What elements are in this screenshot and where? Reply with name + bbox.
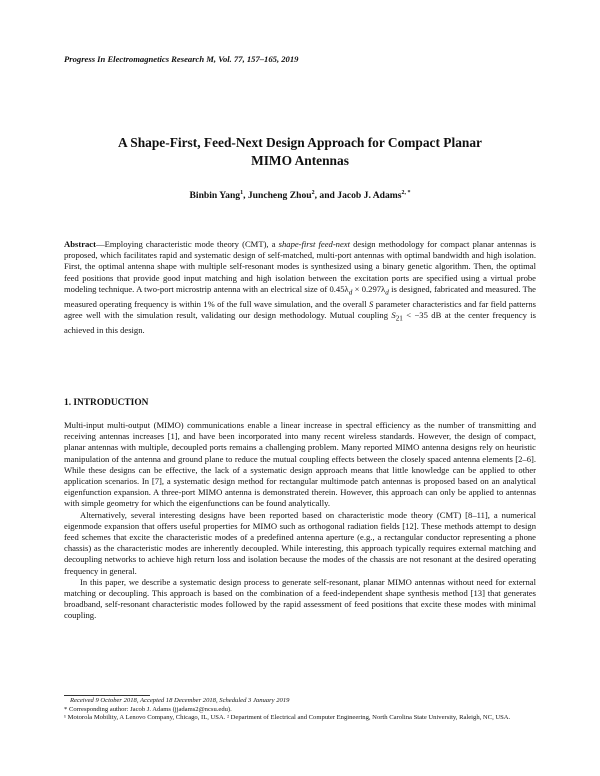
abstract-symbol: S: [391, 309, 396, 320]
author-separator: ,: [243, 190, 248, 202]
title-line-2: MIMO Antennas: [251, 153, 349, 168]
author-1: Binbin Yang: [189, 190, 241, 202]
journal-header: Progress In Electromagnetics Research M, Vol. 77, 157–165, 2019: [64, 54, 299, 64]
abstract-text: design methodology for compact planar antennas is proposed, which facilitates rapid and systematic design of self-matched, multi-port antennas with optimal bandwidth and high isolation. First, the optimal antenna shape with multiple self-resonant modes is synthesized using a binary genetic algorithm. Then, the optimal feed positions that provide good input matching and high isolation between the excitation ports are specified using a virtual probe modeling technique. A two-port microstrip antenna with an electrical size of 0.45λ: [64, 239, 536, 294]
abstract-text: parameter characteristics and far field patterns agree well with the simulation result, validating our design methodology. Mutual coupling: [64, 298, 536, 320]
abstract-emphasis: shape-first feed-next: [278, 239, 350, 249]
abstract-text: —Employing characteristic mode theory (CMT), a: [95, 239, 279, 249]
section-heading: 1. INTRODUCTION: [64, 398, 149, 408]
author-3-affil: 2, *: [401, 190, 411, 196]
author-list: [64, 190, 536, 201]
abstract-subscript: d: [385, 288, 389, 297]
abstract-text: < −35 dB at the center frequency is achieved in this design.: [64, 309, 536, 335]
author-separator: , and: [314, 190, 338, 202]
abstract-subscript: d: [348, 288, 353, 297]
abstract-text: × 0.297λ: [352, 283, 386, 294]
paragraph-2: Alternatively, several interesting designs have been reported based on characteristic mode theory (CMT) [8–11], a numerical eigenmode expansion that offers useful properties for MIMO such as orthogonal radiation fields [12]. These methods attempt to design feed schemes that excite the characteristic modes of a predefined antenna aperture (e.g., a rectangular conductor representing a phone chassis) as the characteristic modes are inherently decoupled. While interesting, this approach typically requires external matching and decoupling networks to achieve high return loss and isolation because the modes of the chassis are not resonant at the desired operating frequency in general.: [64, 509, 536, 576]
received-dates: Received 9 October 2018, Accepted 18 December 2018, Scheduled 3 January 2019: [70, 697, 290, 704]
author-2: Juncheng Zhou: [247, 190, 312, 202]
paragraph-3: In this paper, we describe a systematic design process to generate self-resonant, planar MIMO antennas without need for external matching or decoupling. This approach is based on the combination of a feed-independent shape synthesis method [13] that generates broadband, self-resonant characteristic modes followed by the rapid assessment of feed positions that excite these modes with minimal coupling.: [64, 576, 536, 621]
author-3: Jacob J. Adams: [337, 190, 402, 202]
abstract: [64, 239, 536, 336]
footnote-rule: [64, 695, 150, 696]
body-text: [64, 420, 536, 622]
corresponding-author: * Corresponding author: Jacob J. Adams (jjadams2@ncsu.edu).: [64, 705, 232, 713]
abstract-label: Abstract: [64, 239, 96, 249]
paragraph-1: Multi-input multi-output (MIMO) communications enable a linear increase in spectral efficiency as the number of transmitting and receiving antennas increases [1], and have been incorporated into many recent wireless standards. However, the design of compact, planar antennas with multiple, decoupled ports remains a challenging problem. Many reported MIMO antenna designs rely on heuristic manipulation of the antenna and ground plane to reduce the mutual coupling effects between the closely spaced antenna elements [2–6]. While these designs can be effective, the lack of a systematic design approach means that little knowledge can be applied to other application scenarios. In [7], a systematic design method for rectangular multimode patch antennas is proposed based on an analytical eigenfunction expansion. A three-port MIMO antenna is demonstrated therein. However, this approach can only be applied to antennas with simple geometry for which the eigenfunctions can be found analytically.: [64, 420, 536, 509]
abstract-subscript: 21: [395, 314, 403, 323]
footnotes: [64, 697, 536, 723]
paper-title: [64, 134, 536, 170]
author-1-affil: 1: [240, 190, 244, 196]
abstract-symbol: S: [369, 298, 374, 309]
affiliations: ¹ Motorola Mobility, A Lenovo Company, Chicago, IL, USA. ² Department of Electrical and Computer Engineering, North Carolina State University, Raleigh, NC, USA.: [64, 714, 511, 722]
abstract-text: is designed, fabricated and measured. The measured operating frequency is within 1% of the full wave simulation, and the overall: [64, 283, 536, 309]
title-line-1: A Shape-First, Feed-Next Design Approach for Compact Planar: [117, 135, 482, 150]
author-2-affil: 2: [311, 190, 315, 196]
